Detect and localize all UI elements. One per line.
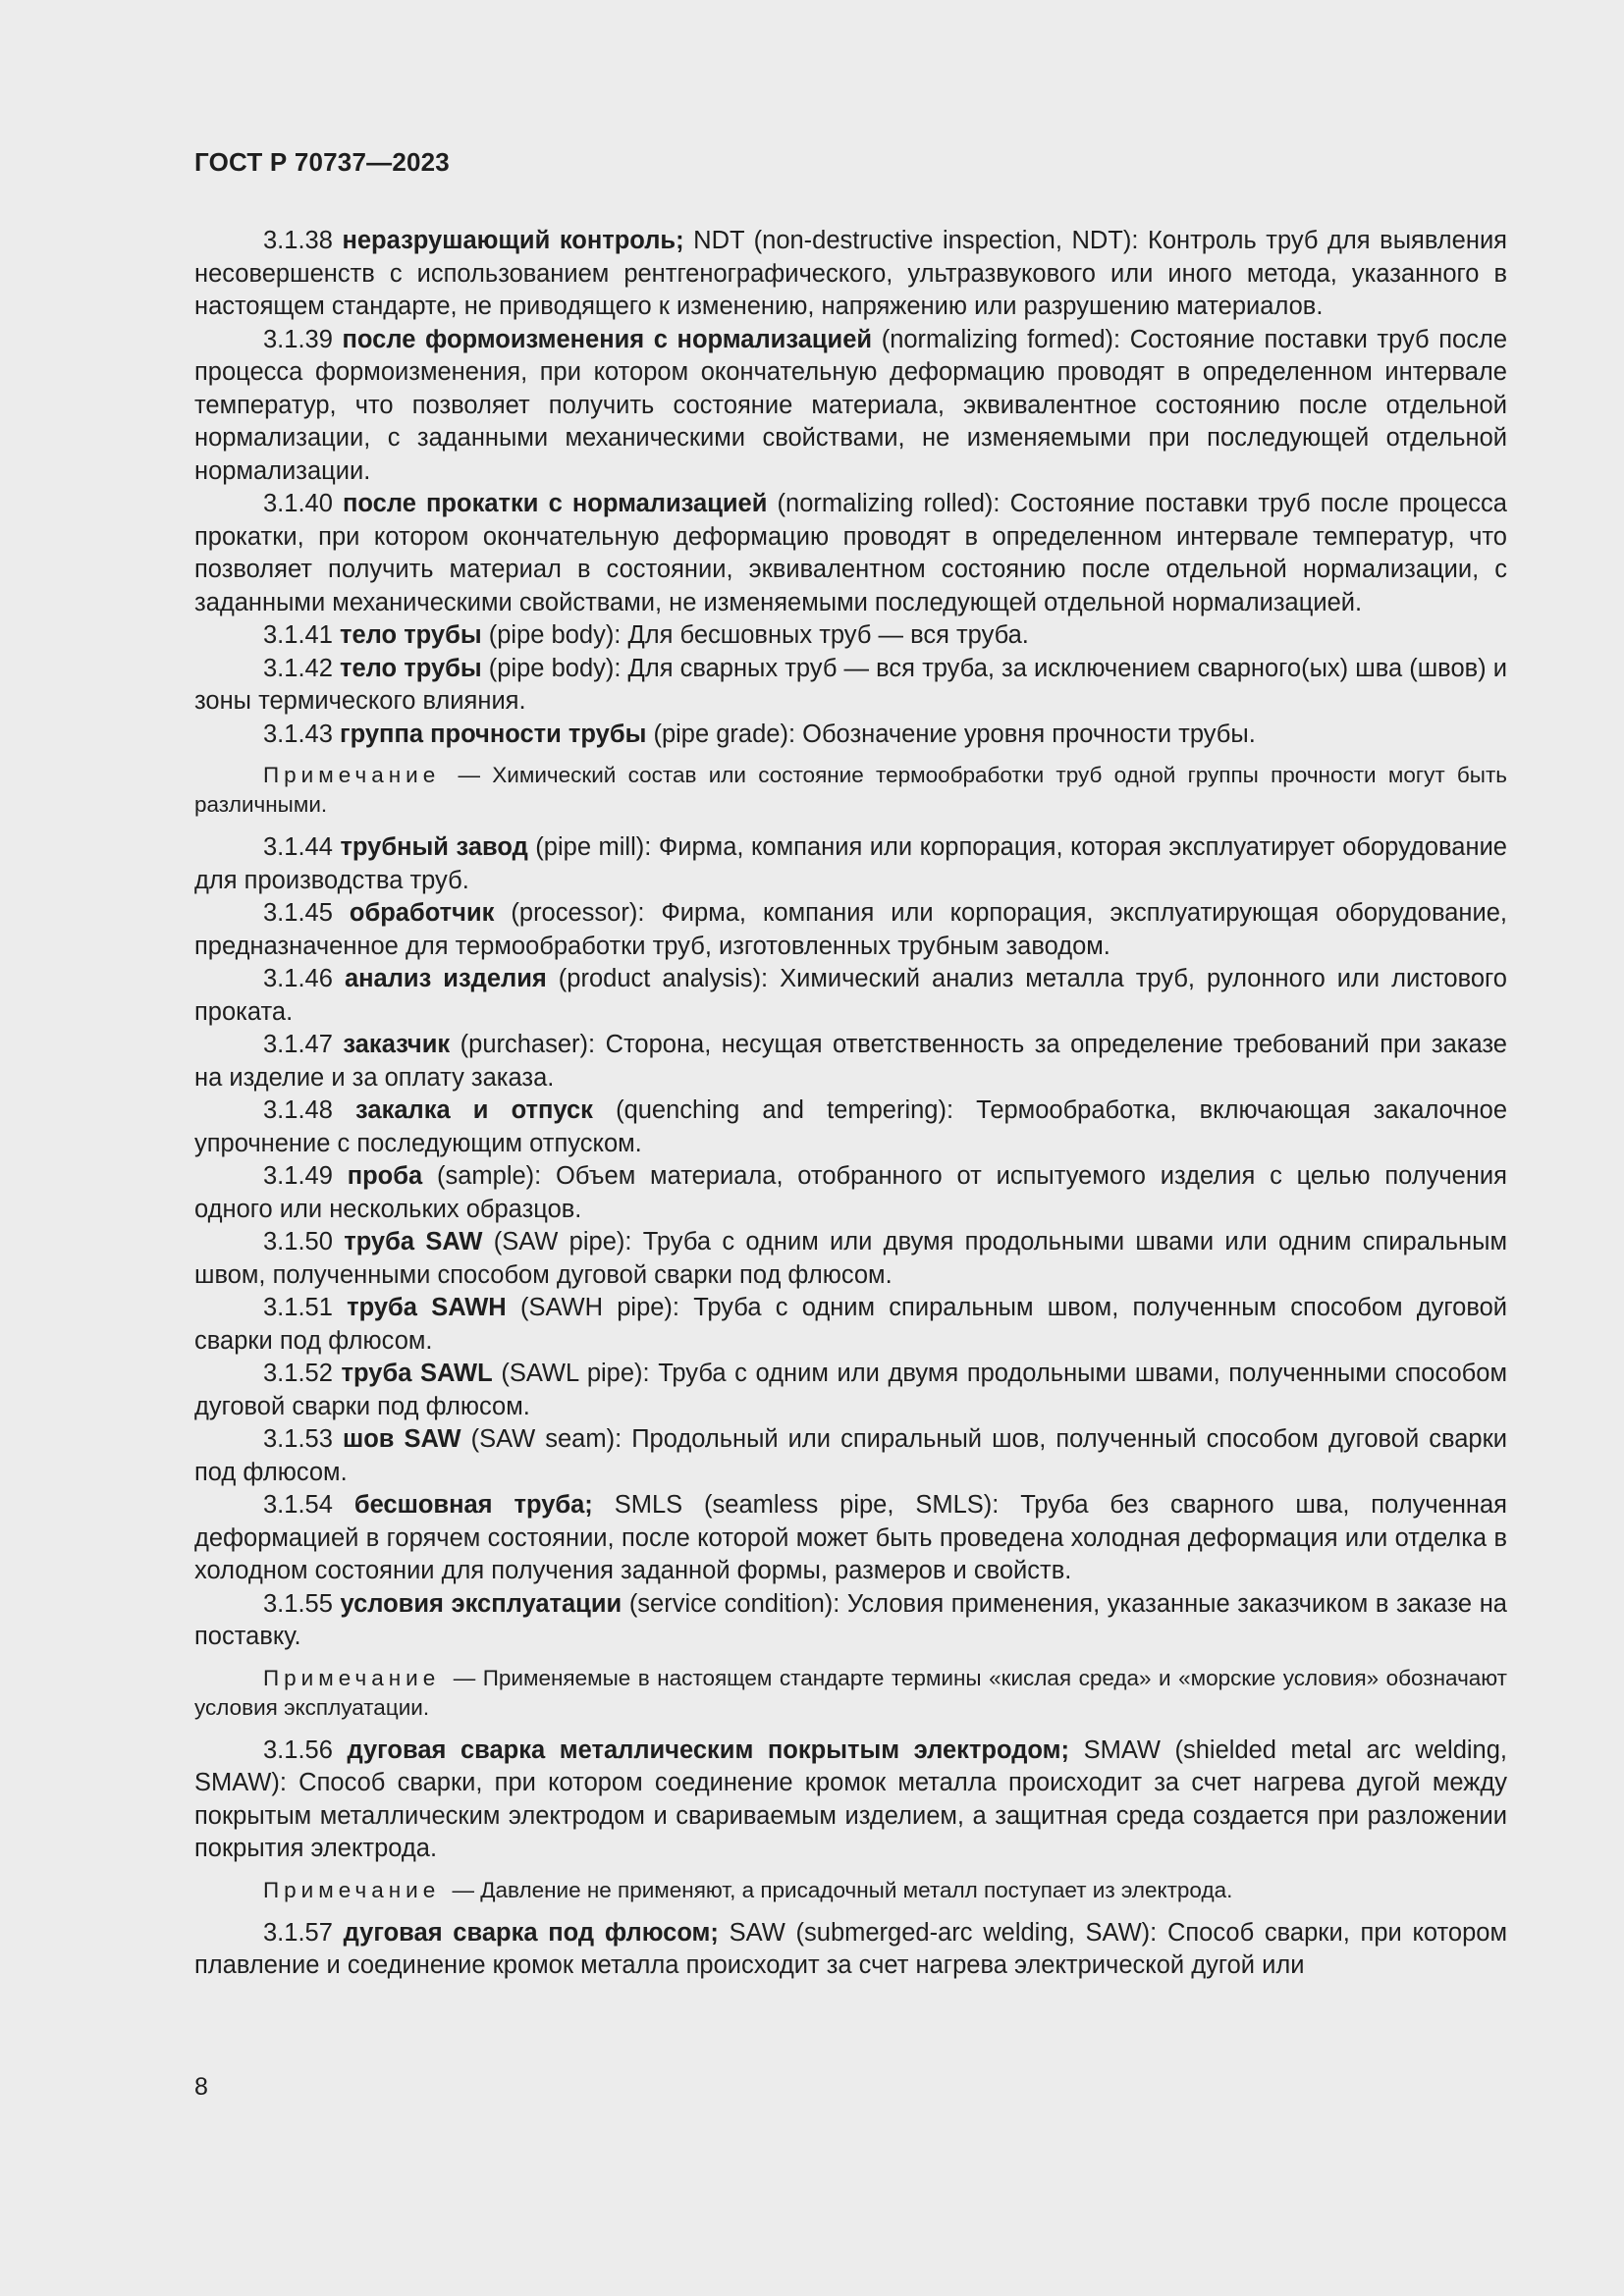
term-number: 3.1.54 — [263, 1491, 333, 1519]
term-number: 3.1.48 — [263, 1096, 333, 1124]
term-number: 3.1.55 — [263, 1589, 333, 1618]
term-number: 3.1.52 — [263, 1360, 333, 1387]
page-number: 8 — [194, 2073, 208, 2101]
note-label: Примечание — [263, 1877, 441, 1902]
note-label: Примечание — [263, 763, 441, 787]
term-text: (pipe mill): Фирма, компания или корпорация, которая эксплуатирует оборудование для производства труб. — [194, 833, 1507, 894]
term-name: дуговая сварка металлическим покрытым электродом; — [347, 1735, 1070, 1764]
term-text: (sample): Объем материала, отобранного от испытуемого изделия с целью получения одного или нескольких образцов. — [194, 1162, 1507, 1223]
document-body — [194, 225, 1507, 1983]
term-definition — [194, 831, 1507, 897]
term-name: неразрушающий контроль; — [342, 227, 684, 254]
term-definition — [194, 1735, 1507, 1866]
term-definition — [194, 653, 1507, 719]
term-text: (normalizing formed): Состояние поставки труб после процесса формоизменения, при котором окончательную деформацию проводят в определенном интервале температур, что позволяет получить состояние материала, эквивалентное состоянию после отдельной нормализации, с заданными механическими свойствами, не изменяемыми при последующей отдельной нормализации. — [194, 325, 1508, 485]
term-number: 3.1.51 — [263, 1294, 333, 1321]
term-text: SAW (submerged-arc welding, SAW): Способ сварки, при котором плавление и соединение кромок металла происходит за счет нагрева электрической дугой или — [194, 1918, 1508, 1979]
term-name: проба — [347, 1162, 423, 1190]
term-name: тело трубы — [340, 621, 482, 649]
term-definition — [194, 324, 1507, 489]
term-definition — [194, 1095, 1507, 1160]
term-name: группа прочности трубы — [340, 720, 647, 748]
note-text: — Химический состав или состояние термообработки труб одной группы прочности могут быть различными. — [194, 763, 1507, 817]
term-definition — [194, 719, 1507, 752]
term-text: (quenching and tempering): Термообработка, включающая закалочное упрочнение с последующим отпуском. — [194, 1096, 1507, 1157]
term-definition — [194, 1226, 1507, 1292]
term-definition — [194, 1489, 1507, 1588]
document-header: ГОСТ Р 70737—2023 — [194, 147, 450, 177]
note-text: — Применяемые в настоящем стандарте термины «кислая среда» и «морские условия» обозначают условия эксплуатации. — [194, 1665, 1507, 1720]
term-name: труба SAW — [344, 1228, 483, 1255]
term-name: заказчик — [343, 1031, 451, 1058]
term-number: 3.1.41 — [263, 621, 333, 649]
term-name: анализ изделия — [344, 965, 547, 992]
term-name: дуговая сварка под флюсом; — [343, 1918, 719, 1947]
term-name: условия эксплуатации — [340, 1589, 623, 1618]
term-number: 3.1.53 — [263, 1425, 333, 1453]
term-number: 3.1.44 — [263, 833, 333, 861]
term-name: труба SAWH — [347, 1294, 507, 1321]
term-text: (SAWH pipe): Труба с одним спиральным швом, полученным способом дуговой сварки под флюсом. — [194, 1294, 1508, 1355]
term-text: (service condition): Условия применения, указанные заказчиком в заказе на поставку. — [194, 1589, 1507, 1650]
term-number: 3.1.40 — [263, 490, 333, 517]
term-name: после формоизменения с нормализацией — [342, 325, 873, 353]
term-text: SMLS (seamless pipe, SMLS): Труба без сварного шва, полученная деформацией в горячем состоянии, после которой может быть проведена холодная деформация или отделка в холодном состоянии для получения заданной формы, размеров и свойств. — [194, 1491, 1507, 1584]
term-definition — [194, 897, 1507, 963]
term-number: 3.1.42 — [263, 654, 333, 682]
term-number: 3.1.57 — [263, 1918, 333, 1947]
term-number: 3.1.56 — [263, 1735, 333, 1764]
term-number: 3.1.43 — [263, 720, 333, 748]
term-name: трубный завод — [340, 833, 528, 861]
term-number: 3.1.46 — [263, 965, 333, 992]
note-text: — Давление не применяют, а присадочный металл поступает из электрода. — [452, 1877, 1233, 1902]
term-name: труба SAWL — [341, 1360, 493, 1387]
term-name: обработчик — [349, 899, 495, 927]
term-text: (purchaser): Сторона, несущая ответственность за определение требований при заказе на изделие и за оплату заказа. — [194, 1031, 1507, 1092]
term-text: (normalizing rolled): Состояние поставки труб после процесса прокатки, при котором окончательную деформацию проводят в определенном интервале температур, что позволяет получить материал в состоянии, эквивалентном состоянию после отдельной нормализации, с заданными механическими свойствами, не изменяемыми последующей отдельной нормализацией. — [194, 490, 1507, 616]
term-name: шов SAW — [342, 1425, 461, 1453]
term-definition — [194, 963, 1507, 1029]
term-number: 3.1.47 — [263, 1031, 333, 1058]
term-definition — [194, 1160, 1507, 1226]
term-definition — [194, 1423, 1507, 1489]
term-text: (product analysis): Химический анализ металла труб, рулонного или листового проката. — [194, 965, 1507, 1026]
note-label: Примечание — [263, 1665, 441, 1690]
term-definition — [194, 1917, 1507, 1983]
note — [194, 761, 1507, 820]
term-text: (SAW seam): Продольный или спиральный шов, полученный способом дуговой сварки под флюсом. — [194, 1425, 1507, 1486]
term-definition — [194, 225, 1507, 324]
term-number: 3.1.39 — [263, 325, 333, 353]
note — [194, 1876, 1507, 1905]
term-definition — [194, 1358, 1507, 1423]
term-definition — [194, 619, 1507, 653]
term-definition — [194, 1029, 1507, 1095]
term-name: после прокатки с нормализацией — [343, 490, 768, 517]
term-definition — [194, 1588, 1507, 1654]
term-definition — [194, 1292, 1507, 1358]
note — [194, 1664, 1507, 1723]
term-number: 3.1.38 — [263, 227, 333, 254]
term-number: 3.1.50 — [263, 1228, 333, 1255]
term-text: (SAWL pipe): Труба с одним или двумя продольными швами, полученными способом дуговой сварки под флюсом. — [194, 1360, 1508, 1420]
term-definition — [194, 488, 1507, 619]
term-name: бесшовная труба; — [353, 1491, 593, 1519]
term-text: NDT (non-destructive inspection, NDT): Контроль труб для выявления несовершенств с использованием рентгенографического, ультразвукового или иного метода, указанного в настоящем стандарте, не приводящего к изменению, напряжению или разрушению материалов. — [194, 227, 1507, 320]
term-text: (SAW pipe): Труба с одним или двумя продольными швами или одним спиральным швом, полученными способом дуговой сварки под флюсом. — [194, 1228, 1507, 1289]
term-text: (pipe body): Для бесшовных труб — вся труба. — [488, 621, 1029, 649]
term-name: тело трубы — [340, 654, 482, 682]
term-text: (processor): Фирма, компания или корпорация, эксплуатирующая оборудование, предназначенное для термообработки труб, изготовленных трубным заводом. — [194, 899, 1507, 960]
term-text: (pipe grade): Обозначение уровня прочности трубы. — [653, 720, 1256, 748]
term-name: закалка и отпуск — [355, 1096, 593, 1124]
term-number: 3.1.49 — [263, 1162, 333, 1190]
term-text: (pipe body): Для сварных труб — вся труба, за исключением сварного(ых) шва (швов) и зоны термического влияния. — [194, 654, 1508, 715]
term-text: SMAW (shielded metal arc welding, SMAW): Способ сварки, при котором соединение кромок металла происходит за счет нагрева дугой между покрытым металлическим электродом и свариваемым изделием, а защитная среда создается при разложении покрытия электрода. — [194, 1735, 1507, 1862]
term-number: 3.1.45 — [263, 899, 333, 927]
